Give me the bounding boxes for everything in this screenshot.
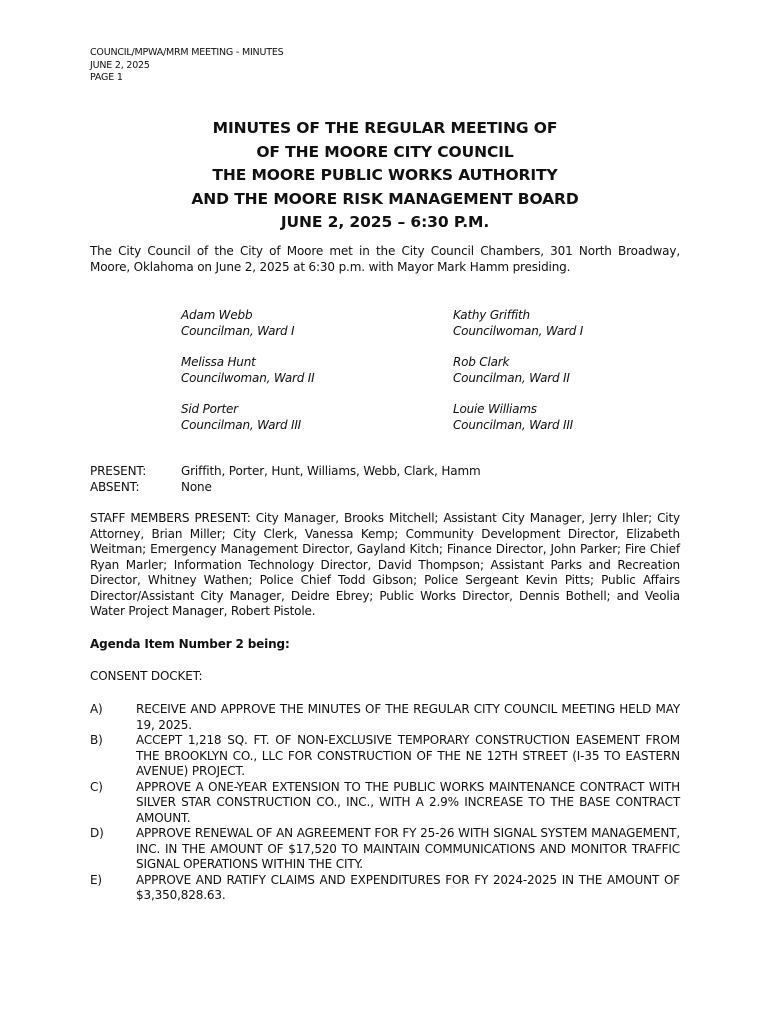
member-role: Councilman, Ward III	[453, 418, 574, 432]
title-line-4: AND THE MOORE RISK MANAGEMENT BOARD	[191, 189, 579, 208]
item-text: APPROVE RENEWAL OF AN AGREEMENT FOR FY 25-26 WITH SIGNAL SYSTEM MANAGEMENT, INC. IN THE AMOUNT OF $17,520 TO MAINTAIN COMMUNICATIONS AND MONITOR TRAFFIC SIGNAL OPERATIONS WITHIN THE CITY.	[136, 826, 680, 871]
member-role: Councilwoman, Ward I	[453, 324, 584, 338]
staff-paragraph: STAFF MEMBERS PRESENT: City Manager, Brooks Mitchell; Assistant City Manager, Jerry Ihler; City Attorney, Brian Miller; City Clerk, Vanessa Kemp; Community Development Director, Elizabeth Weitman; Emergency Management Director, Gayland Kitch; Finance Director, John Parker; Fire Chief Ryan Marler; Information Technology Director, David Thompson; Assistant Parks and Recreation Director, Whitney Wathen; Police Chief Todd Gibson; Police Sergeant Kevin Pitts; Public Affairs Director/Assistant City Manager, Deidre Ebrey; Public Works Director, Dennis Bothell; and Veolia Water Project Manager, Robert Pistole.	[90, 511, 680, 618]
absent-label: ABSENT:	[90, 480, 140, 494]
title-line-5: JUNE 2, 2025 – 6:30 P.M.	[280, 213, 490, 231]
header-page-number: PAGE 1	[90, 72, 123, 83]
item-text: APPROVE AND RATIFY CLAIMS AND EXPENDITURES FOR FY 2024-2025 IN THE AMOUNT OF $3,350,828.63.	[136, 872, 680, 902]
attendance	[90, 463, 481, 495]
item-letter: E)	[90, 872, 102, 887]
title-line-2: OF THE MOORE CITY COUNCIL	[256, 142, 514, 161]
member-name: Sid Porter	[181, 402, 238, 416]
item-letter: A)	[90, 702, 103, 716]
list-item	[90, 873, 680, 904]
member-role: Councilwoman, Ward II	[181, 371, 315, 385]
item-letter: B)	[90, 733, 103, 747]
absent-value: None	[181, 480, 212, 494]
council-member	[453, 307, 583, 339]
running-header	[90, 47, 283, 85]
member-name: Melissa Hunt	[181, 355, 256, 369]
header-meeting-title: COUNCIL/MPWA/MRM MEETING - MINUTES	[90, 47, 284, 58]
member-role: Councilman, Ward II	[453, 371, 570, 385]
item-text: ACCEPT 1,218 SQ. FT. OF NON-EXCLUSIVE TEMPORARY CONSTRUCTION EASEMENT FROM THE BROOKLYN CO., LLC FOR CONSTRUCTION OF THE NE 12TH STREET (I-35 TO EASTERN AVENUE) PROJECT.	[136, 733, 680, 778]
member-name: Louie Williams	[453, 402, 537, 416]
title-line-1: MINUTES OF THE REGULAR MEETING OF	[212, 119, 558, 137]
member-role: Councilman, Ward III	[181, 418, 302, 432]
present-label: PRESENT:	[90, 464, 147, 478]
document-title	[90, 117, 680, 235]
present-row	[90, 463, 481, 479]
member-name: Kathy Griffith	[453, 308, 530, 322]
member-name: Rob Clark	[453, 355, 510, 369]
item-letter: C)	[90, 779, 103, 794]
list-item	[90, 780, 680, 827]
consent-items	[90, 702, 680, 904]
list-item	[90, 826, 680, 873]
list-item	[90, 733, 680, 780]
council-member	[181, 354, 314, 386]
item-letter: D)	[90, 826, 104, 840]
intro-paragraph: The City Council of the City of Moore met in the City Council Chambers, 301 North Broadway, Moore, Oklahoma on June 2, 2025 at 6:30 p.m. with Mayor Mark Hamm presiding.	[90, 244, 680, 274]
item-text: APPROVE A ONE-YEAR EXTENSION TO THE PUBLIC WORKS MAINTENANCE CONTRACT WITH SILVER STAR CONSTRUCTION CO., INC., WITH A 2.9% INCREASE TO THE BASE CONTRACT AMOUNT.	[136, 779, 680, 825]
council-member	[181, 401, 301, 433]
council-member	[453, 354, 570, 386]
consent-docket-heading: CONSENT DOCKET:	[90, 669, 203, 683]
absent-row	[90, 479, 481, 495]
header-date: JUNE 2, 2025	[90, 59, 150, 71]
council-member	[453, 401, 573, 433]
member-name: Adam Webb	[181, 308, 253, 322]
agenda-item-heading: Agenda Item Number 2 being:	[90, 637, 290, 651]
present-value: Griffith, Porter, Hunt, Williams, Webb, Clark, Hamm	[181, 464, 481, 478]
member-role: Councilman, Ward I	[181, 324, 295, 338]
title-line-3: THE MOORE PUBLIC WORKS AUTHORITY	[212, 166, 558, 184]
item-text: RECEIVE AND APPROVE THE MINUTES OF THE REGULAR CITY COUNCIL MEETING HELD MAY 19, 2025.	[136, 702, 680, 732]
list-item	[90, 702, 680, 733]
council-member	[181, 307, 294, 339]
